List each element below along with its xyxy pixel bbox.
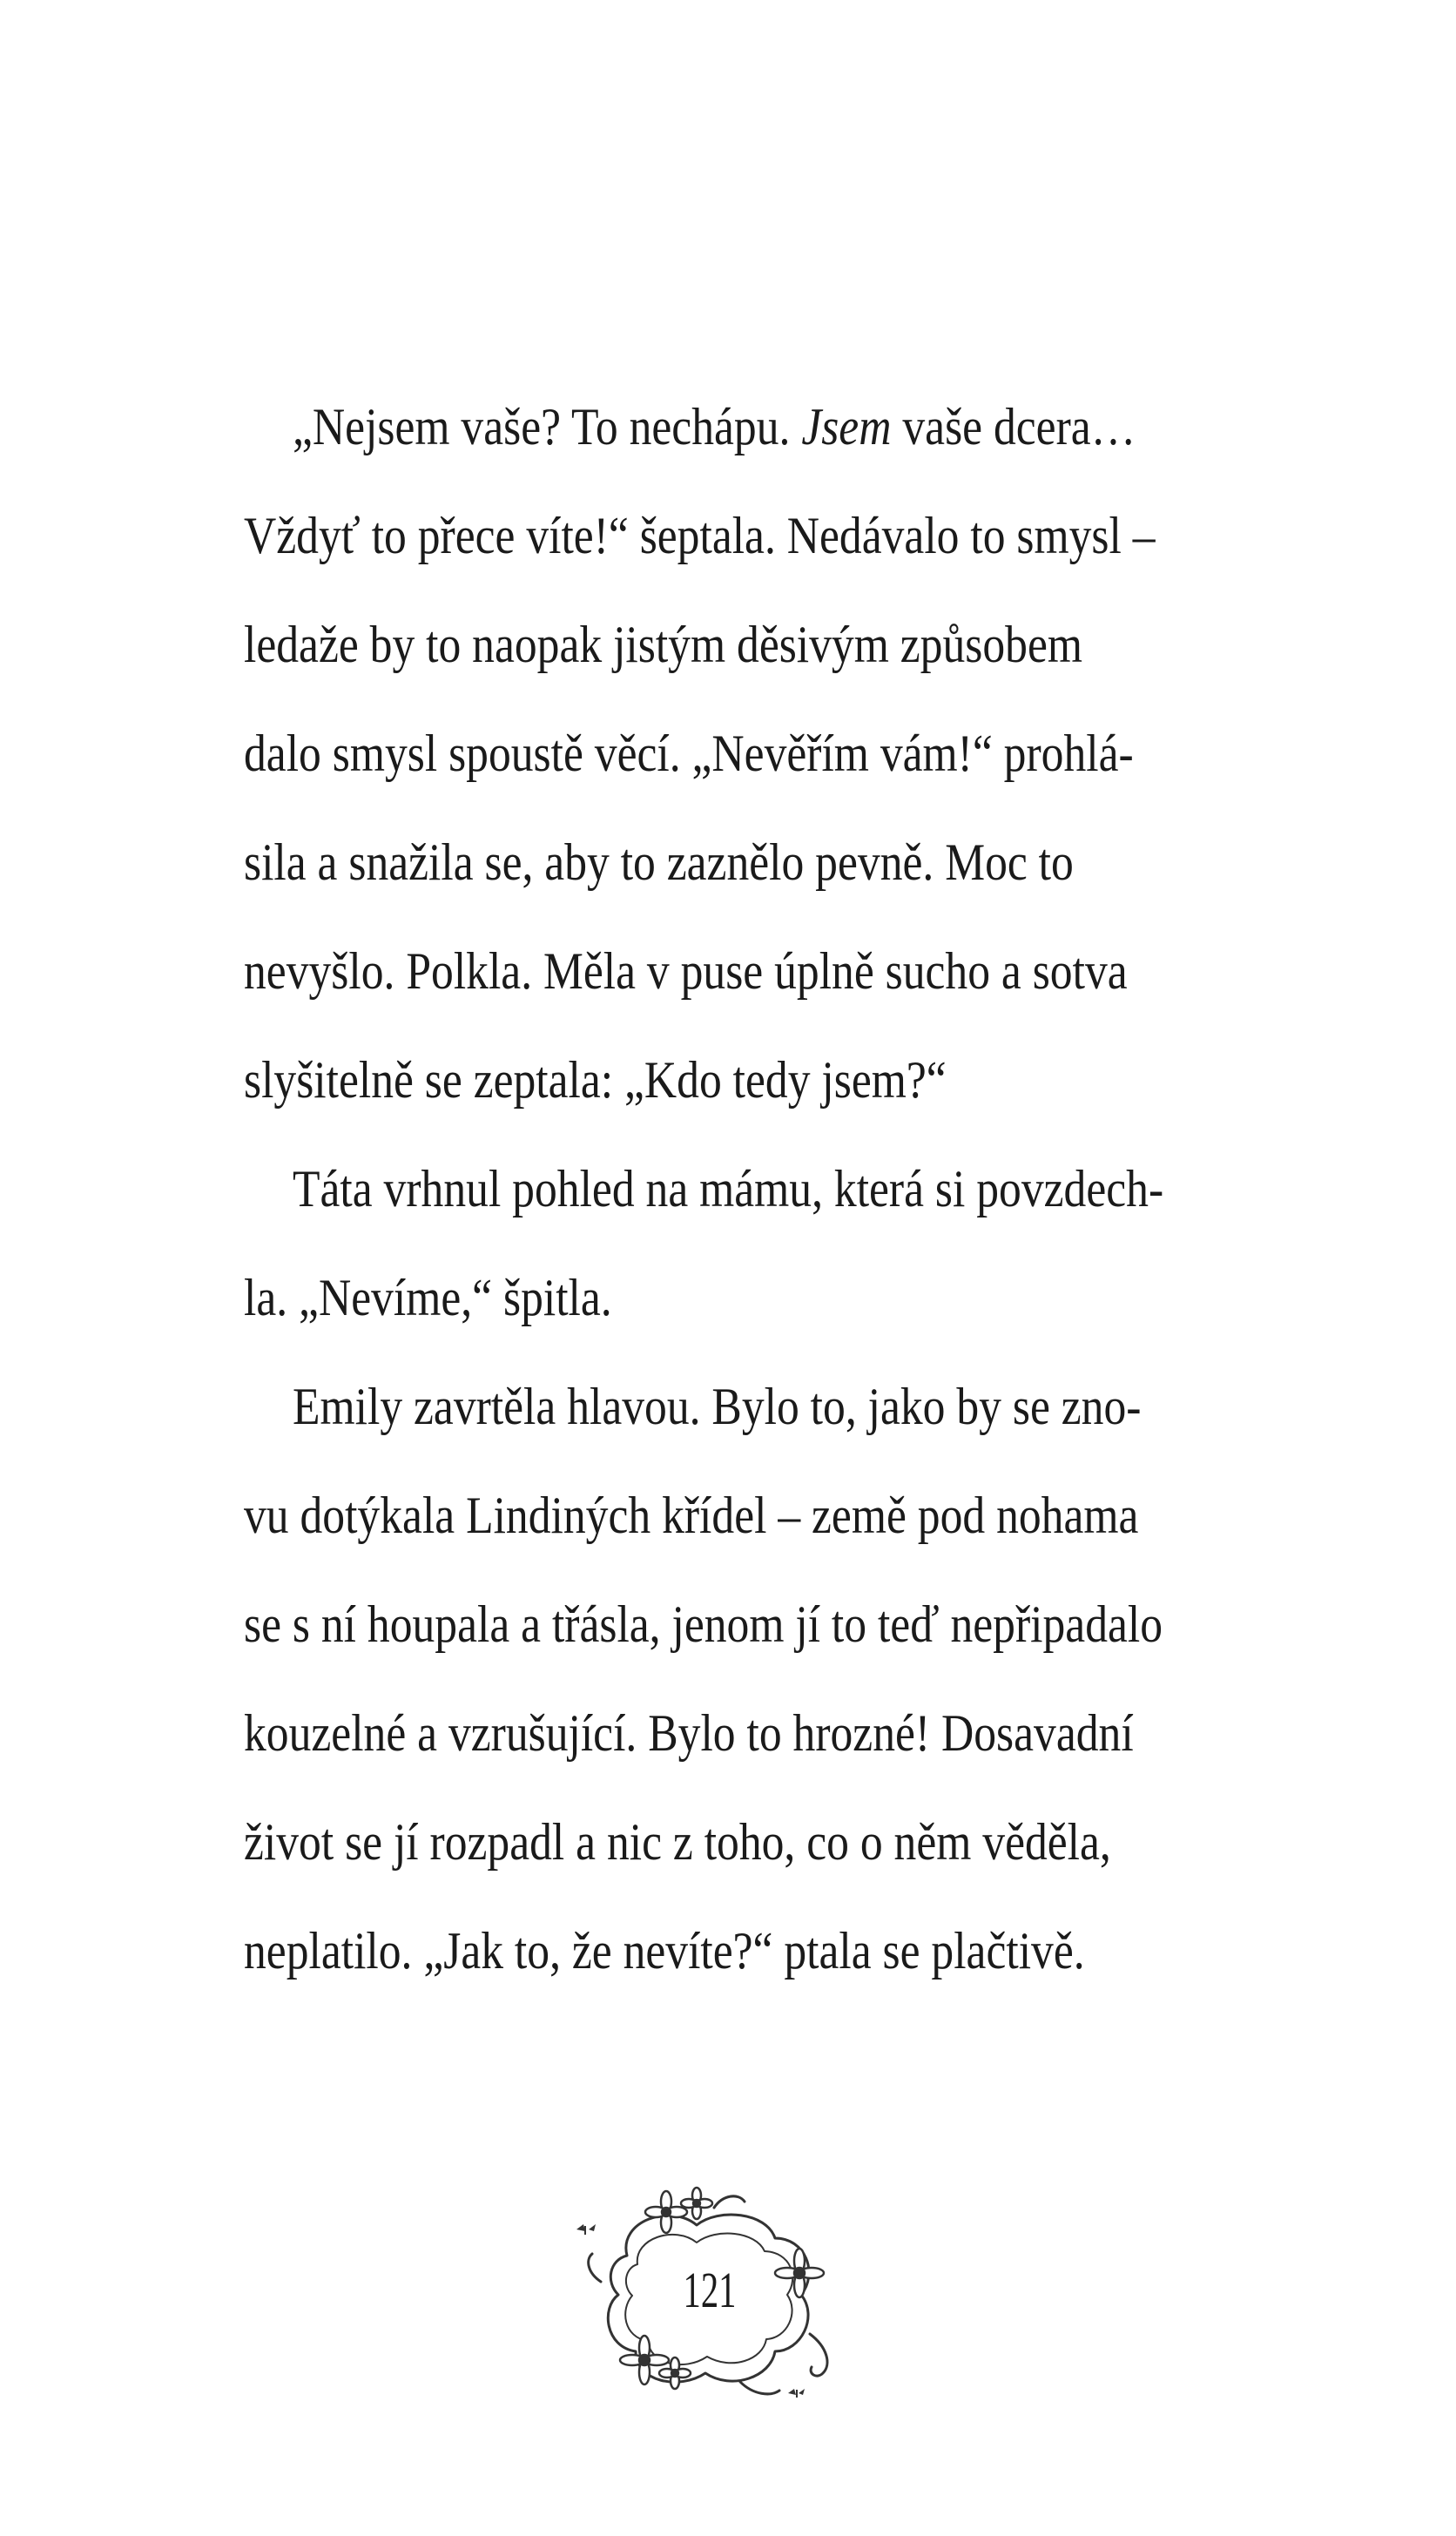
text-line: „Nejsem vaše? To nechápu. Jsem vaše dcera… (293, 398, 1136, 455)
text-line: la. „Nevíme,“ špitla. (244, 1269, 612, 1326)
text-line: vu dotýkala Lindiných křídel – země pod nohama (244, 1487, 1139, 1544)
page-number-ornament (566, 2177, 853, 2412)
text-line: život se jí rozpadl a nic z toho, co o něm věděla, (244, 1813, 1111, 1871)
text-line: slyšitelně se zeptala: „Kdo tedy jsem?“ (244, 1051, 947, 1109)
text-line: Vždyť to přece víte!“ šeptala. Nedávalo to smysl – (244, 507, 1156, 564)
text-line: se s ní houpala a třásla, jenom jí to teď nepřipadalo (244, 1595, 1163, 1653)
text-line: neplatilo. „Jak to, že nevíte?“ ptala se plačtivě. (244, 1922, 1085, 1980)
page-number: 121 (683, 2262, 737, 2318)
text-line: ledaže by to naopak jistým děsivým způsobem (244, 616, 1082, 673)
text-line: sila a snažila se, aby to zaznělo pevně. Moc to (244, 833, 1074, 891)
text-line: kouzelné a vzrušující. Bylo to hrozné! Dosavadní (244, 1704, 1134, 1762)
text-line: Emily zavrtěla hlavou. Bylo to, jako by se zno- (293, 1378, 1142, 1435)
text-line: nevyšlo. Polkla. Měla v puse úplně sucho a sotva (244, 942, 1128, 1000)
text-line: Táta vrhnul pohled na mámu, která si povzdech- (293, 1160, 1164, 1217)
text-line: dalo smysl spoustě věcí. „Nevěřím vám!“ prohlá- (244, 725, 1134, 782)
